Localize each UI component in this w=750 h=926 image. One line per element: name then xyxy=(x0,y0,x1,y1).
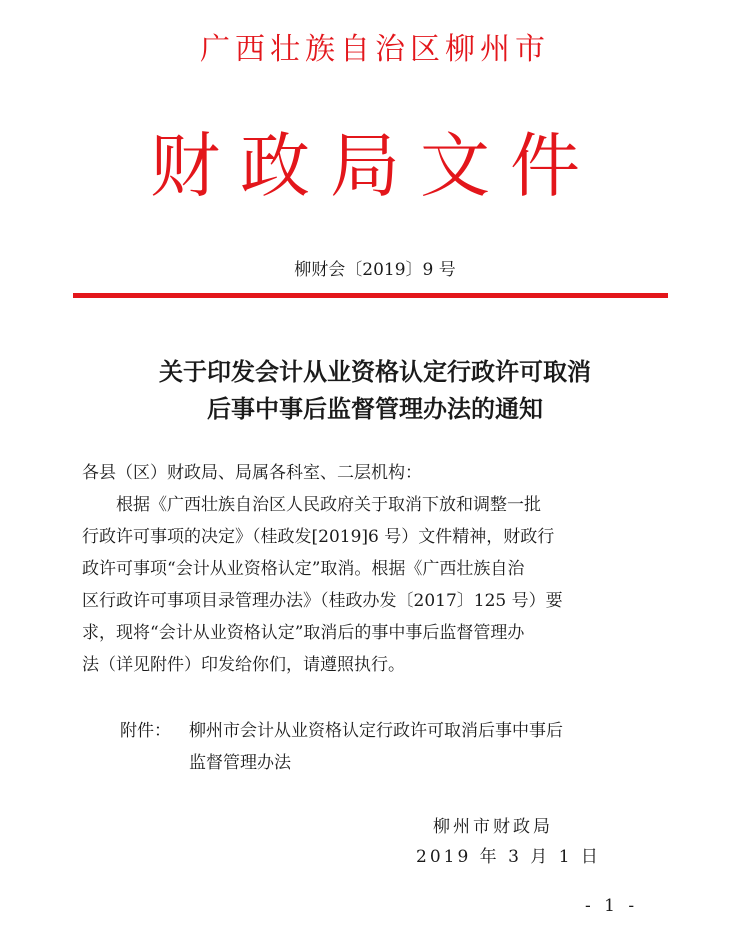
paragraph-line: 区行政许可事项目录管理办法》（桂政办发〔2017〕125 号）要 xyxy=(82,591,563,611)
paragraph-line: 政许可事项“会计从业资格认定”取消。根据《广西壮族自治 xyxy=(82,559,525,579)
notice-title-line-2: 后事中事后监督管理办法的通知 xyxy=(207,395,543,423)
document-number: 柳财会〔2019〕9 号 xyxy=(294,260,456,280)
attachment-label: 附件： xyxy=(120,721,171,741)
red-divider-line xyxy=(73,293,668,298)
attachment-line: 柳州市会计从业资格认定行政许可取消后事中事后 xyxy=(189,721,563,741)
notice-title-line-1: 关于印发会计从业资格认定行政许可取消 xyxy=(159,358,591,386)
salutation: 各县（区）财政局、局属各科室、二层机构： xyxy=(82,463,422,483)
document-type-heading: 财政局文件 xyxy=(150,125,600,207)
signature-organization: 柳州市财政局 xyxy=(433,817,553,837)
paragraph-line: 法（详见附件）印发给你们，请遵照执行。 xyxy=(82,655,405,675)
signature-date: 2019 年 3 月 1 日 xyxy=(416,847,601,867)
issuer-line: 广西壮族自治区柳州市 xyxy=(200,32,550,67)
page-number: - 1 - xyxy=(585,896,639,916)
paragraph-line: 根据《广西壮族自治区人民政府关于取消下放和调整一批 xyxy=(116,495,541,515)
attachment-line: 监督管理办法 xyxy=(189,753,291,773)
paragraph-line: 行政许可事项的决定》（桂政发[2019]6 号）文件精神，财政行 xyxy=(82,527,555,547)
paragraph-line: 求，现将“会计从业资格认定”取消后的事中事后监督管理办 xyxy=(82,623,525,643)
